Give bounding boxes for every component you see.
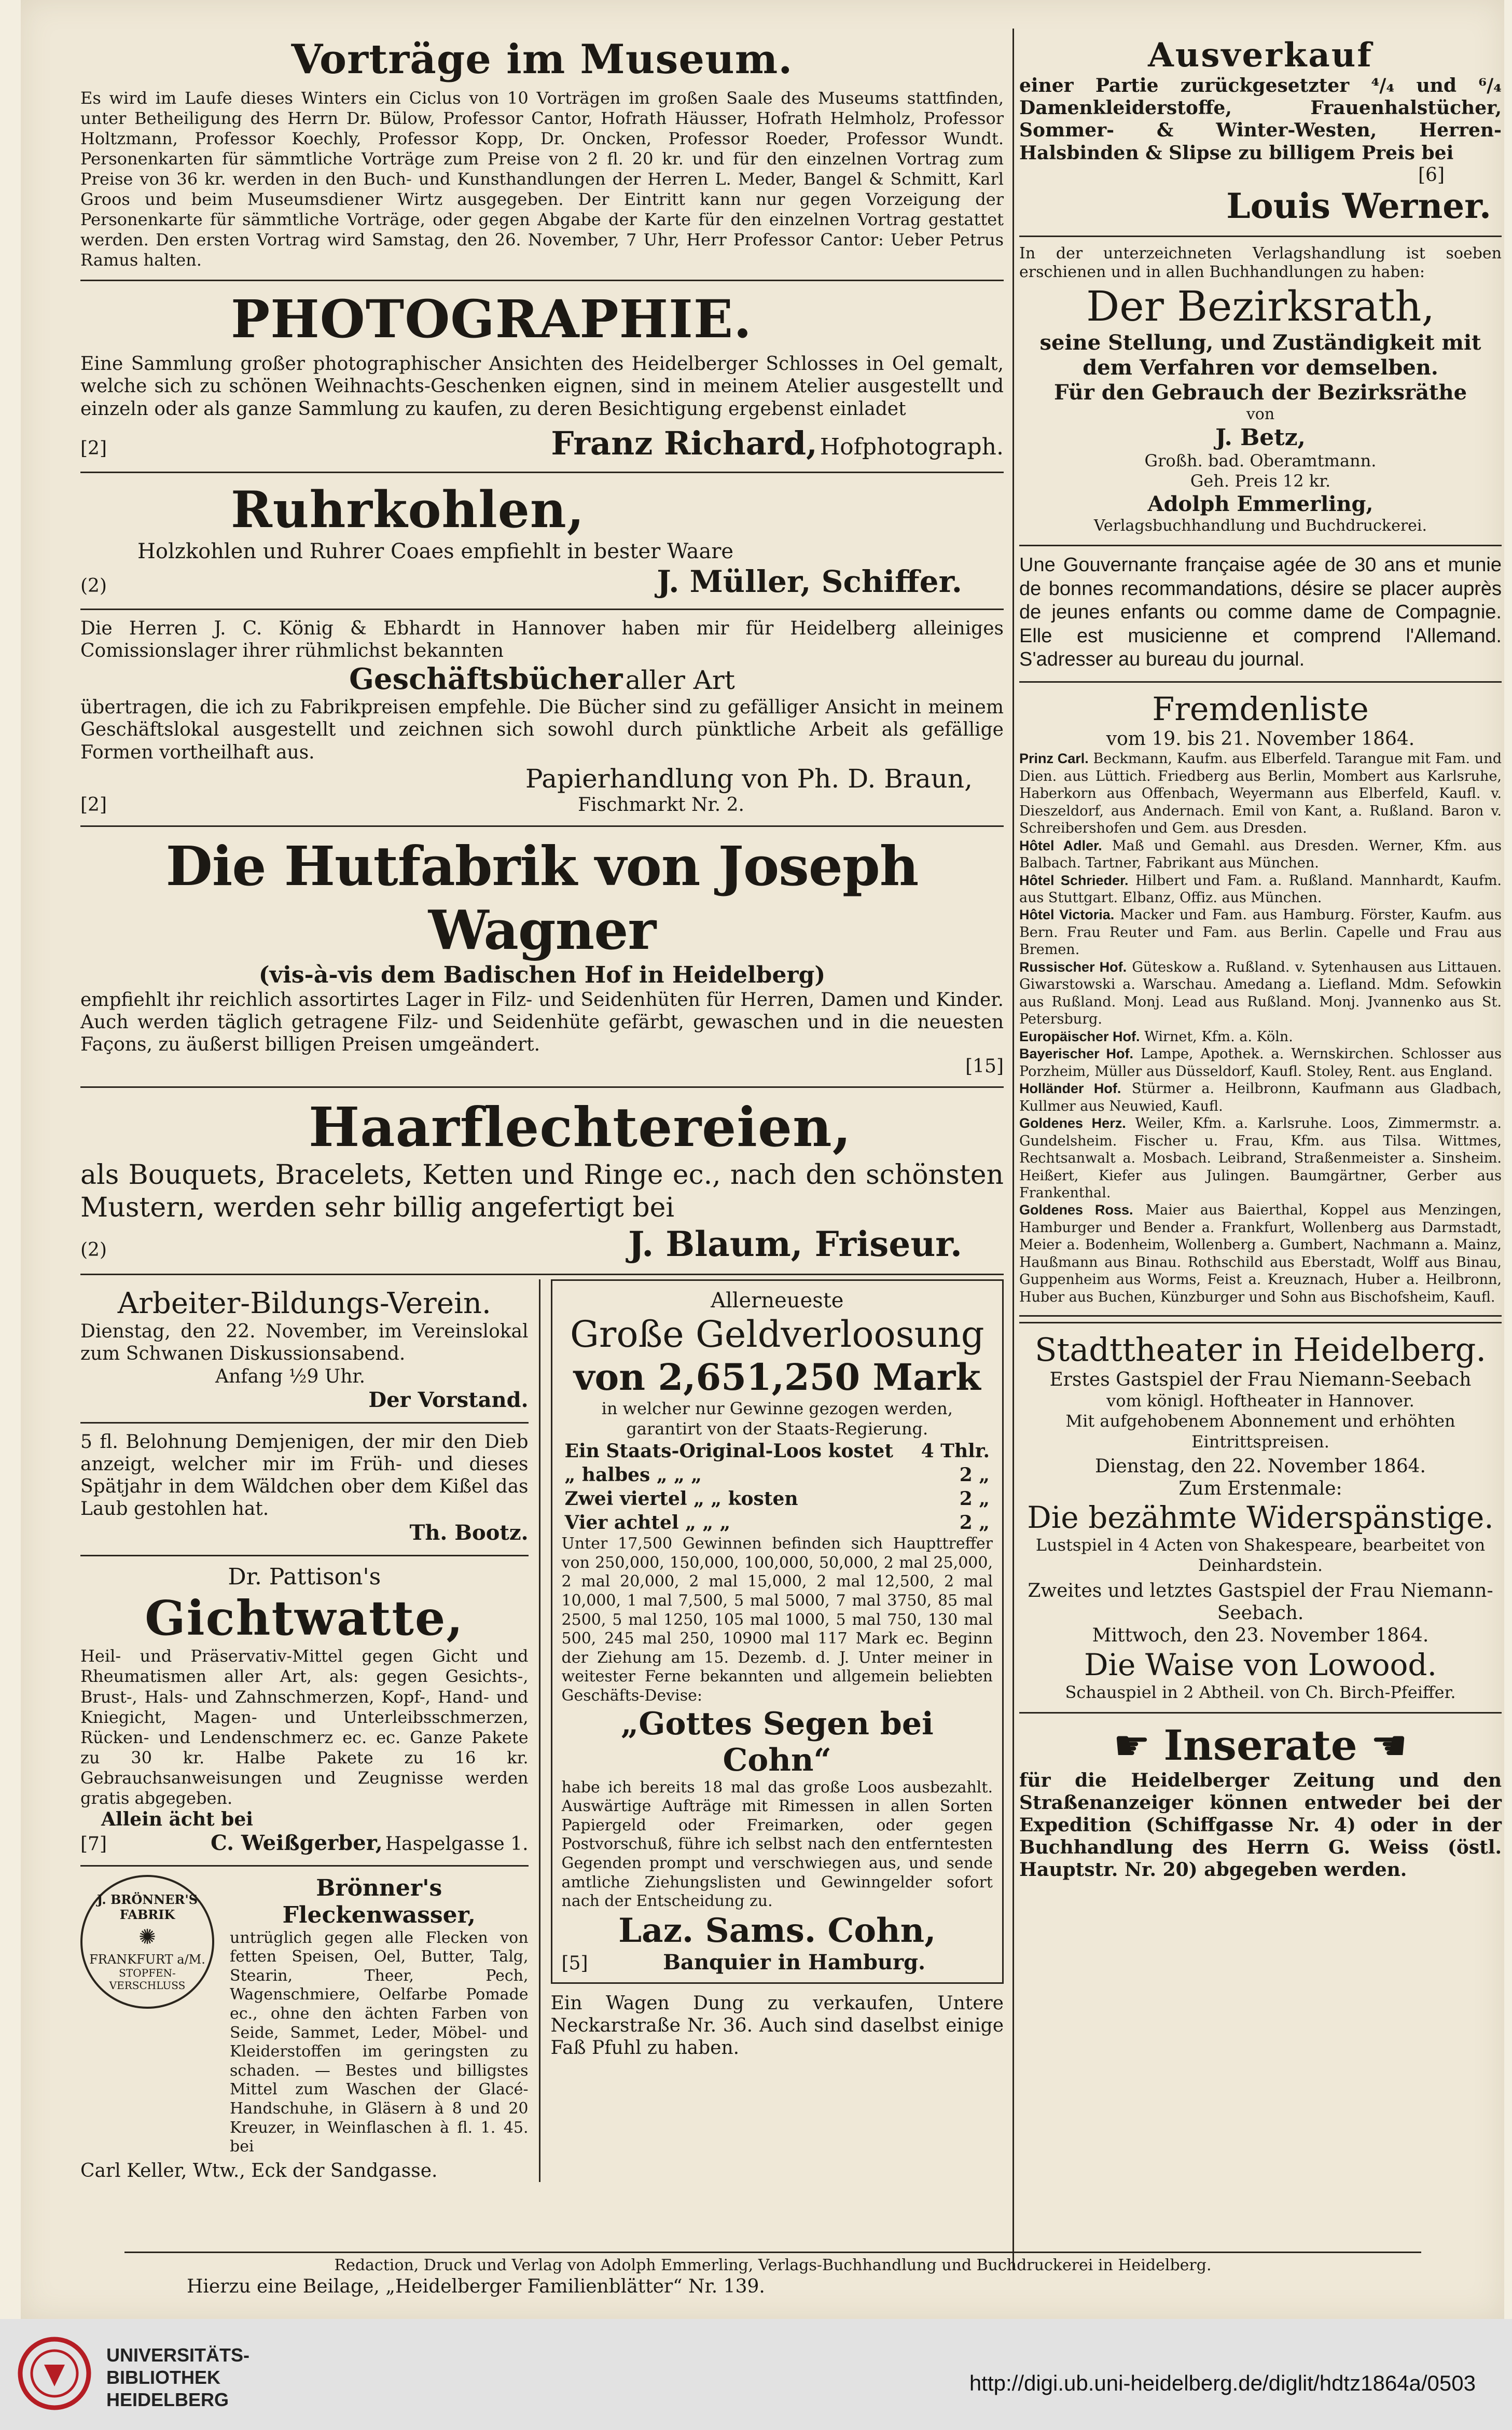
ad-ref: [2] <box>80 794 107 816</box>
guest-list: Macker und Fam. aus Hamburg. Förster, Kaufm. aus Bern. Frau Reuter und Fam. aus Berlin. Capelle und Frau aus Bremen. <box>1019 907 1502 958</box>
list-item <box>1019 1028 1502 1045</box>
fremdenliste <box>1019 683 1502 1317</box>
price-value: 4 Thlr. <box>921 1440 990 1462</box>
hotel-name: Holländer Hof. <box>1019 1081 1121 1097</box>
ad-ref: [7] <box>80 1833 107 1855</box>
ad-intro: Die Herren J. C. König & Ebhardt in Hannover haben mir für Heidelberg alleiniges Comissionslager ihrer rühmlichst bekannten <box>80 617 1004 662</box>
price-value: 2 „ <box>959 1464 990 1486</box>
ad-title: Ruhrkohlen, <box>231 480 585 539</box>
hotel-name: Goldenes Herz. <box>1019 1115 1126 1131</box>
section-dates: vom 19. bis 21. November 1864. <box>1106 728 1415 750</box>
hotel-name: Hôtel Adler. <box>1019 837 1102 853</box>
guest-list: Hilbert und Fam. a. Rußland. Mannhardt, Kaufm. aus Stuttgart. Elbanz, Offiz. aus München. <box>1019 872 1502 906</box>
logo-text-line2: BIBLIOTHEK <box>106 2367 220 2388</box>
price-label: Ein Staats-Original-Loos kostet <box>564 1440 893 1462</box>
list-item <box>1019 906 1502 958</box>
ad-guarantee: in welcher nur Gewinne gezogen werden, garantirt von der Staats-Regierung. <box>601 1399 953 1439</box>
bottom-bar <box>0 2319 1512 2430</box>
ad-play2: Die Waise von Lowood. <box>1084 1647 1437 1682</box>
guest-list: Beckmann, Kaufm. aus Elberfeld. Tarangue mit Fam. und Dien. aus Lüttich. Friedberg aus Berlin, Mombert aus Karlsruhe, Haberkorn aus Offenbach, Weyermann aus Elberfeld, Kaufl. v. Dieszeldorf, aus Andernach. Emil von Kant, a. Rußland. Baron v. Schreibershofen und Gem. aus Dresden. <box>1019 751 1502 837</box>
ad-body: Holzkohlen und Ruhrer Coaes empfiehlt in bester Waare <box>137 539 734 563</box>
ad-von: von <box>1246 405 1275 423</box>
logo-text-line1: UNIVERSITÄTS- <box>106 2344 250 2366</box>
price-table <box>562 1439 993 1535</box>
ad-title-amount: von 2,651,250 Mark <box>573 1356 981 1399</box>
hotel-name: Hôtel Schrieder. <box>1019 872 1129 888</box>
ad-body: übertragen, die ich zu Fabrikpreisen empfehle. Die Bücher sind zu gefälliger Ansicht in meinem Geschäftslokal ausgestellt und zeichnen sich sowohl durch pünktliche Arbeit als gefällige Formen vortheilhaft aus. <box>80 697 1004 763</box>
fabric-seal-icon <box>80 1875 214 2009</box>
imprint <box>124 2252 1421 2298</box>
ad-signature: J. Müller, Schiffer. <box>657 563 962 599</box>
seal-text-top: J. BRÖNNER'S FABRIK <box>96 1891 198 1922</box>
price-label: „ halbes „ „ „ <box>564 1464 702 1486</box>
ad-inserate <box>1019 1714 1502 1882</box>
guest-list: Stürmer a. Heilbronn, Kaufmann aus Gladbach, Kullmer aus Neuwied, Kaufl. <box>1019 1081 1502 1114</box>
ad-body: Unter 17,500 Gewinnen befinden sich Haupttreffer von 250,000, 150,000, 100,000, 50,000, 2 mal 25,000, 2 mal 20,000, 2 mal 15,000, 2 mal 12,500, 2 mal 10,000, 1 mal 7,500, 5 mal 5000, 7 mal 3750, 85 mal 2500, 5 mal 1250, 105 mal 1000, 5 mal 750, 130 mal 500, 245 mal 250, 10900 mal 117 Mark ec. Beginn der Ziehung am 15. Dezemb. d. J. Unter meiner in weitester Ferne bekannten und allgemein beliebten Geschäfts-Devise: <box>561 1535 993 1705</box>
ad-date1: Dienstag, den 22. November 1864. <box>1095 1455 1426 1477</box>
ad-title: Brönner's Fleckenwasser, <box>282 1874 476 1928</box>
hotel-name: Prinz Carl. <box>1019 751 1089 767</box>
ad-signature: Franz Richard, <box>551 424 817 462</box>
ad-time: Anfang ½9 Uhr. <box>215 1365 366 1387</box>
ad-title: Der Bezirksrath, <box>1086 282 1435 330</box>
ad-publisher-desc: Verlagsbuchhandlung und Buchdruckerei. <box>1093 516 1427 535</box>
pointing-hand-left-icon: ☚ <box>1370 1721 1408 1770</box>
library-logo <box>16 2335 410 2412</box>
ad-line3: Mit aufgehobenem Abonnement und erhöhten Eintrittspreisen. <box>1065 1411 1455 1452</box>
ad-title: PHOTOGRAPHIE. <box>231 288 752 350</box>
ad-body: Dienstag, den 22. November, im Vereinslokal zum Schwanen Diskussionsabend. <box>80 1321 529 1365</box>
ad-title-suffix: aller Art <box>625 665 735 696</box>
ad-geschaeftsbuecher <box>80 610 1004 827</box>
ad-ausverkauf <box>1019 29 1502 237</box>
logo-text-line3: HEIDELBERG <box>106 2389 229 2411</box>
ad-signature-title: Hofphotograph. <box>820 433 1004 460</box>
ad-pretitle: Dr. Pattison's <box>228 1563 381 1590</box>
ad-arbeiter <box>80 1279 529 1424</box>
ad-signature: Laz. Sams. Cohn, <box>618 1911 936 1950</box>
ad-signature: Papierhandlung von Ph. D. Braun, <box>525 763 973 794</box>
ad-play2-desc: Schauspiel in 2 Abtheil. von Ch. Birch-Pfeiffer. <box>1065 1682 1456 1702</box>
ad-ref: (2) <box>80 575 107 597</box>
ad-play1: Die bezähmte Widerspänstige. <box>1027 1499 1494 1535</box>
ad-pretitle: Allerneueste <box>711 1289 844 1313</box>
newspaper-page <box>21 0 1504 2319</box>
ad-ref: (2) <box>80 1239 107 1261</box>
imprint-line: Redaction, Druck und Verlag von Adolph Emmerling, Verlags-Buchhandlung und Buchdruckerei in Heidelberg. <box>334 2256 1212 2274</box>
guest-list: Lampe, Apothek. a. Wernskirchen. Schlosser aus Porzheim, Müller aus Düsseldorf, Kaufl. Stoley, Rent. aus England. <box>1019 1046 1502 1080</box>
ad-ref: [15] <box>965 1056 1004 1078</box>
ad-photographie <box>80 281 1004 473</box>
ad-belohnung <box>80 1424 529 1556</box>
ad-signature: Th. Bootz. <box>409 1520 529 1545</box>
ad-stadttheater <box>1019 1322 1502 1713</box>
ad-wagen-dung: Ein Wagen Dung zu verkaufen, Untere Neckarstraße Nr. 36. Auch sind daselbst einige Faß Pfuhl zu haben. <box>550 1992 1004 2059</box>
sub-columns <box>80 1279 1004 2182</box>
table-row <box>562 1439 993 1463</box>
ad-body: empfiehlt ihr reichlich assortirtes Lager in Filz- und Seidenhüten für Herren, Damen und Kinder. Auch werden täglich getragene Filz- und Seidenhüte gefärbt, gewaschen und in die neuesten Façons, zu äußerst billigen Preisen umgeändert. <box>80 989 1004 1056</box>
sub-column-left <box>80 1279 540 2182</box>
guest-list: Wirnet, Kfm. a. Köln. <box>1144 1028 1293 1045</box>
ad-ref: [2] <box>80 437 107 459</box>
ad-body: für die Heidelberger Zeitung und den Straßenanzeiger können entweder bei der Expedition (Schiffgasse Nr. 4) oder in der Buchhandlung des Herrn G. Weiss (östl. Hauptstr. Nr. 20) abgegeben werden. <box>1019 1769 1502 1881</box>
list-item <box>1019 1115 1502 1202</box>
ad-body: Eine Sammlung großer photographischer Ansichten des Heidelberger Schlosses in Oel gemalt, welche sich zu schönen Weihnachts-Geschenken eignen, sind in meinem Atelier ausgestellt und einzeln oder als ganze Sammlung zu kaufen, zu deren Besichtigung ergebenst einladet <box>80 353 1004 420</box>
ad-only: Allein ächt bei <box>101 1808 253 1830</box>
list-item <box>1019 750 1502 837</box>
pointing-hand-right-icon: ☛ <box>1113 1721 1150 1770</box>
ad-haarflechtereien <box>80 1088 1004 1275</box>
column-divider <box>1012 29 1014 2270</box>
right-column <box>1019 29 1502 1882</box>
seal-text-mid: FRANKFURT a/M. <box>89 1952 205 1967</box>
price-label: Vier achtel „ „ „ <box>564 1512 731 1534</box>
ad-address: Banquier in Hamburg. <box>663 1950 925 1975</box>
ad-bezirksrath <box>1019 237 1502 546</box>
list-item <box>1019 837 1502 872</box>
ad-purpose: Für den Gebrauch der Bezirksräthe <box>1053 380 1467 405</box>
table-row <box>562 1463 993 1487</box>
permalink-url[interactable]: http://digi.ub.uni-heidelberg.de/diglit/hdtz1864a/0503 <box>969 2371 1476 2395</box>
ad-signature: C. Weißgerber, <box>211 1830 383 1855</box>
list-item <box>1019 1045 1502 1080</box>
ad-body: Heil- und Präservativ-Mittel gegen Gicht und Rheumatismen aller Art, als: gegen Gesichts-, Brust-, Hals- und Zahnschmerzen, Kopf-, Hand- und Kniegicht, Magen- und Unterleibsschmerzen, Rücken- und Lendenschmerz ec. ec. Ganze Pakete zu 30 kr. Halbe Pakete zu 16 kr. Gebrauchsanweisungen und Zeugnisse werden gratis abgegeben. <box>80 1646 529 1808</box>
price-value: 2 „ <box>959 1512 990 1534</box>
ad-signature: Der Vorstand. <box>368 1387 529 1412</box>
ad-signature: Louis Werner. <box>1226 185 1491 226</box>
ad-vortraege <box>80 29 1004 281</box>
ad-gouvernante: Une Gouvernante française agée de 30 ans et munie de bonnes recommandations, désire se placer auprès de jeunes enfants ou comme dame de Compagnie. Elle est musicienne et comprend l'Allemand. S'adresser au bureau du journal. <box>1019 546 1502 683</box>
seal-star-icon: ✺ <box>138 1925 156 1949</box>
ad-ref: [6] <box>1418 164 1445 186</box>
ad-line1: Erstes Gastspiel der Frau Niemann-Seebach <box>1049 1369 1472 1391</box>
ad-ruhrkohlen <box>80 473 1004 610</box>
ad-author: J. Betz, <box>1215 424 1306 451</box>
table-row <box>562 1511 993 1535</box>
ad-date2: Mittwoch, den 23. November 1864. <box>1092 1625 1429 1647</box>
ad-geldverloosung <box>551 1279 1004 1984</box>
hotel-name: Russischer Hof. <box>1019 959 1127 975</box>
ad-publisher: Adolph Emmerling, <box>1147 491 1374 516</box>
ad-motto: „Gottes Segen bei Cohn“ <box>620 1705 934 1778</box>
ad-title: Arbeiter-Bildungs-Verein. <box>117 1287 491 1321</box>
ad-subtitle: (vis-à-vis dem Badischen Hof in Heidelberg) <box>258 961 826 988</box>
ad-play1-desc: Lustspiel in 4 Acten von Shakespeare, bearbeitet von Deinhardstein. <box>1035 1535 1486 1575</box>
ad-fleckenwasser <box>80 1867 529 2182</box>
ad-gichtwatte <box>80 1556 529 1867</box>
ad-first: Zum Erstenmale: <box>1178 1478 1342 1499</box>
hotel-name: Goldenes Ross. <box>1019 1202 1133 1218</box>
guest-list: Maier aus Baierthal, Koppel aus Menzingen, Hamburger und Bender a. Frankfurt, Wollenberg aus Darmstadt, Meier a. Bodenheim, Wollenberg a. Gumbert, Nachmann a. Mainz, Haußmann aus Binau. Rothschild aus Eberstadt, Wolff aus Binau, Guppenheim aus Worms, Feist a. Kreuznach, Huber a. Heilbronn, Huber aus Buchen, Künzburger und Sohn aus Bischofsheim, Kaufl. <box>1019 1202 1502 1305</box>
ad-address: Haspelgasse 1. <box>385 1833 529 1855</box>
ad-signature: J. Blaum, Friseur. <box>628 1224 962 1265</box>
ad-price: Geh. Preis 12 kr. <box>1190 471 1331 491</box>
ad-subtitle: seine Stellung, und Zuständigkeit mit dem Verfahren vor demselben. <box>1039 330 1481 380</box>
ad-title: Gichtwatte, <box>145 1590 464 1647</box>
ad-ref: [5] <box>561 1952 588 1974</box>
ad-title: Stadttheater in Heidelberg. <box>1034 1331 1487 1369</box>
section-title: Fremdenliste <box>1152 690 1369 728</box>
hotel-name: Bayerischer Hof. <box>1019 1046 1133 1062</box>
guest-list: Weiler, Kfm. a. Karlsruhe. Loos, Zimmermstr. a. Gundelsheim. Fischer u. Frau, Kfm. aus Tilsa. Wittmes, Rechtsanwalt a. Mosbach. Leibrand, Straßenmeister a. Sinsheim. Heißert, Kiefer aus Julingen. Baumgärtner, Gerber aus Frankenthal. <box>1019 1115 1502 1201</box>
ad-line4: Zweites und letztes Gastspiel der Frau Niemann-Seebach. <box>1028 1580 1493 1624</box>
ad-title: Inserate <box>1163 1720 1357 1770</box>
ad-title: Geschäftsbücher <box>349 662 623 697</box>
left-column <box>80 29 1004 2182</box>
hotel-name: Hôtel Victoria. <box>1019 907 1115 923</box>
list-item <box>1019 1080 1502 1115</box>
ad-body: 5 fl. Belohnung Demjenigen, der mir den Dieb anzeigt, welcher mir im Früh- und dieses Spätjahr in dem Wäldchen ober dem Kißel das Laub gestohlen hat. <box>80 1431 529 1520</box>
ad-line2: vom königl. Hoftheater in Hannover. <box>1106 1391 1414 1411</box>
ad-intro: In der unterzeichneten Verlagshandlung ist soeben erschienen und in allen Buchhandlungen zu haben: <box>1019 244 1502 282</box>
ad-body: als Bouquets, Bracelets, Ketten und Ringe ec., nach den schönsten Mustern, werden sehr billig angefertigt bei <box>80 1159 1004 1223</box>
ad-body-2: habe ich bereits 18 mal das große Loos ausbezahlt. Auswärtige Aufträge mit Rimessen in allen Sorten Papiergeld oder Freimarken, oder gegen Postvorschuß, führe ich selbst nach den entferntesten Gegenden prompt und verschwiegen aus, und sende amtliche Ziehungslisten und Gewinngelder sofort nach der Entscheidung zu. <box>561 1778 993 1911</box>
guest-list: Maß und Gemahl. aus Dresden. Werner, Kfm. aus Balbach. Tartner, Fabrikant aus München. <box>1019 837 1502 872</box>
supplement-line: Hierzu eine Beilage, „Heidelberger Familienblätter“ Nr. 139. <box>187 2275 765 2297</box>
ad-title: Vorträge im Museum. <box>291 36 793 83</box>
sub-column-right <box>540 1279 1004 2182</box>
list-item <box>1019 1202 1502 1306</box>
table-row <box>562 1487 993 1511</box>
hotel-name: Europäischer Hof. <box>1019 1028 1140 1044</box>
ad-signature: Carl Keller, Wtw., Eck der Sandgasse. <box>80 2160 438 2182</box>
seal-text-bot: STOPFEN-VERSCHLUSS <box>109 1966 186 1992</box>
price-label: Zwei viertel „ „ kosten <box>564 1488 798 1510</box>
ad-body: untrüglich gegen alle Flecken von fetten Speisen, Oel, Butter, Talg, Stearin, Theer, Pech, Wagenschmiere, Oelfarbe Pomade ec., ohne den ächten Farben von Seide, Sammet, Leder, Möbel- und Kleiderstoffen im geringsten zu schaden. — Bestes und billigstes Mittel zum Waschen der Glacé-Handschuhe, in Gläsern à 8 und 20 Kreuzer, in Weinflaschen à fl. 1. 45. bei <box>230 1928 529 2156</box>
ad-body: einer Partie zurückgesetzter ⁴/₄ und ⁶/₄ Damenkleiderstoffe, Frauenhalstücher, Sommer- & Winter-Westen, Herren-Halsbinden & Slipse zu billigem Preis bei <box>1019 75 1502 164</box>
ad-title: Große Geldverloosung <box>570 1313 984 1356</box>
ad-title: Die Hutfabrik von Joseph Wagner <box>165 834 919 962</box>
ad-body: Es wird im Laufe dieses Winters ein Ciclus von 10 Vorträgen im großen Saale des Museums stattfinden, unter Betheiligung des Herrn Dr. Bülow, Professor Cantor, Hofrath Häusser, Hofrath Helmholz, Professor Holtzmann, Professor Koechly, Professor Kopp, Dr. Oncken, Professor Roeder, Professor Wundt. Personenkarten für sämmtliche Vorträge zum Preise von 2 fl. 20 kr. und für den einzelnen Vortrag zum Preise von 36 kr. werden in den Buch- und Kunsthandlungen der Herren L. Meder, Bangel & Schmitt, Karl Groos und beim Museumsdiener Wirtz ausgegeben. Der Eintritt kann nur gegen Vorzeigung der Personenkarte für sämmtliche Vorträge, oder gegen Abgabe der Karte für den einzelnen Vortrag gestattet werden. Den ersten Vortrag wird Samstag, den 26. November, 7 Uhr, Herr Professor Cantor: Ueber Petrus Ramus halten. <box>80 88 1004 270</box>
university-seal-icon <box>16 2335 93 2412</box>
guest-list: Güteskow a. Rußland. v. Sytenhausen aus Littauen. Giwarstowski a. Warschau. Amedang a. Liefland. Mdm. Sefowkin aus Rußland. Monj. Lead aus Rußland. Monj. Jvannenko aus St. Petersburg. <box>1019 959 1502 1028</box>
ad-title: Haarflechtereien, <box>309 1095 852 1159</box>
ad-hutfabrik <box>80 827 1004 1088</box>
list-item <box>1019 959 1502 1028</box>
ad-author-title: Großh. bad. Oberamtmann. <box>1144 451 1377 471</box>
price-value: 2 „ <box>959 1488 990 1510</box>
list-item <box>1019 872 1502 907</box>
ad-title: Ausverkauf <box>1148 36 1373 75</box>
ad-address: Fischmarkt Nr. 2. <box>578 794 744 816</box>
